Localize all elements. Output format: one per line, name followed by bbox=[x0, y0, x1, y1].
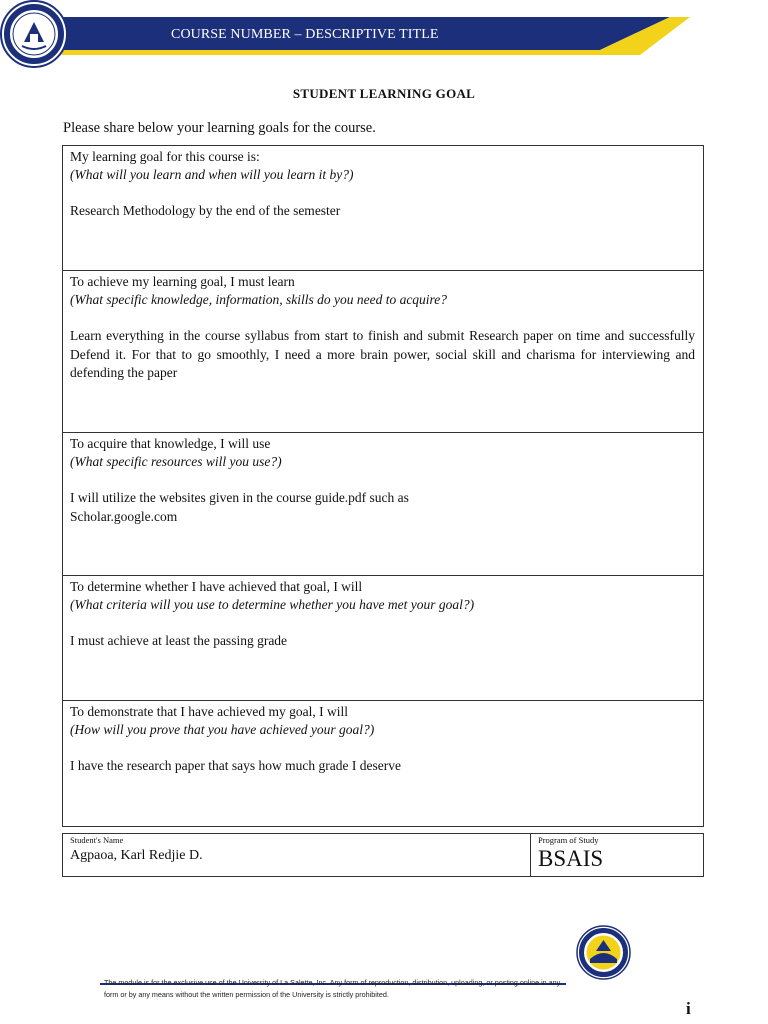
section-hint: (What specific resources will you use?) bbox=[70, 454, 282, 469]
section-hint: (What criteria will you use to determine whether you have met your goal?) bbox=[70, 597, 475, 612]
section-prompt: To demonstrate that I have achieved my goal, I will bbox=[70, 704, 348, 719]
page-title: STUDENT LEARNING GOAL bbox=[292, 86, 476, 101]
university-seal-icon bbox=[0, 0, 68, 68]
section-prompt: My learning goal for this course is: bbox=[70, 149, 260, 164]
section-answer[interactable]: I have the research paper that says how much grade I deserve bbox=[70, 758, 401, 773]
footer-notice: The module is for the exclusive use of the University of La Salette, Inc. Any form of reproduction, distribution, uploading, or posting online in any form or by any means without the written permission of the University is strictly prohibited. bbox=[104, 978, 561, 999]
program-field[interactable]: BSAIS bbox=[538, 846, 604, 871]
college-seal-icon bbox=[576, 925, 631, 980]
page-number: i bbox=[686, 999, 691, 1018]
learning-goal-table bbox=[62, 145, 704, 827]
section-answer[interactable]: Learn everything in the course syllabus from start to finish and submit Research paper on time and successfully Defend it. For that to go smoothly, I need a more brain power, social skill and charisma for interviewing and defending the paper bbox=[70, 328, 695, 380]
instruction-text: Please share below your learning goals for the course. bbox=[63, 120, 376, 136]
goal-section bbox=[63, 701, 703, 826]
header-banner bbox=[0, 0, 768, 72]
goal-section bbox=[63, 576, 703, 701]
program-label: Program of Study bbox=[538, 835, 599, 845]
section-answer[interactable]: I will utilize the websites given in the course guide.pdf such as Scholar.google.com bbox=[70, 490, 409, 524]
section-hint: (What specific knowledge, information, skills do you need to acquire? bbox=[70, 292, 448, 307]
goal-section bbox=[63, 433, 703, 576]
section-hint: (What will you learn and when will you learn it by?) bbox=[70, 167, 354, 182]
section-answer[interactable]: Research Methodology by the end of the semester bbox=[70, 203, 341, 218]
section-answer[interactable]: I must achieve at least the passing grade bbox=[70, 633, 288, 648]
program-cell bbox=[531, 834, 703, 876]
goal-section bbox=[63, 271, 703, 433]
section-prompt: To achieve my learning goal, I must learn bbox=[70, 274, 295, 289]
student-name-cell bbox=[63, 834, 531, 876]
course-title: COURSE NUMBER – DESCRIPTIVE TITLE bbox=[171, 27, 439, 42]
student-info-table bbox=[62, 833, 704, 877]
goal-section bbox=[63, 146, 703, 271]
student-name-field[interactable]: Agpaoa, Karl Redjie D. bbox=[70, 848, 203, 863]
section-prompt: To acquire that knowledge, I will use bbox=[70, 436, 271, 451]
student-name-label: Student's Name bbox=[70, 835, 124, 845]
section-hint: (How will you prove that you have achieved your goal?) bbox=[70, 722, 375, 737]
section-prompt: To determine whether I have achieved that goal, I will bbox=[70, 579, 363, 594]
